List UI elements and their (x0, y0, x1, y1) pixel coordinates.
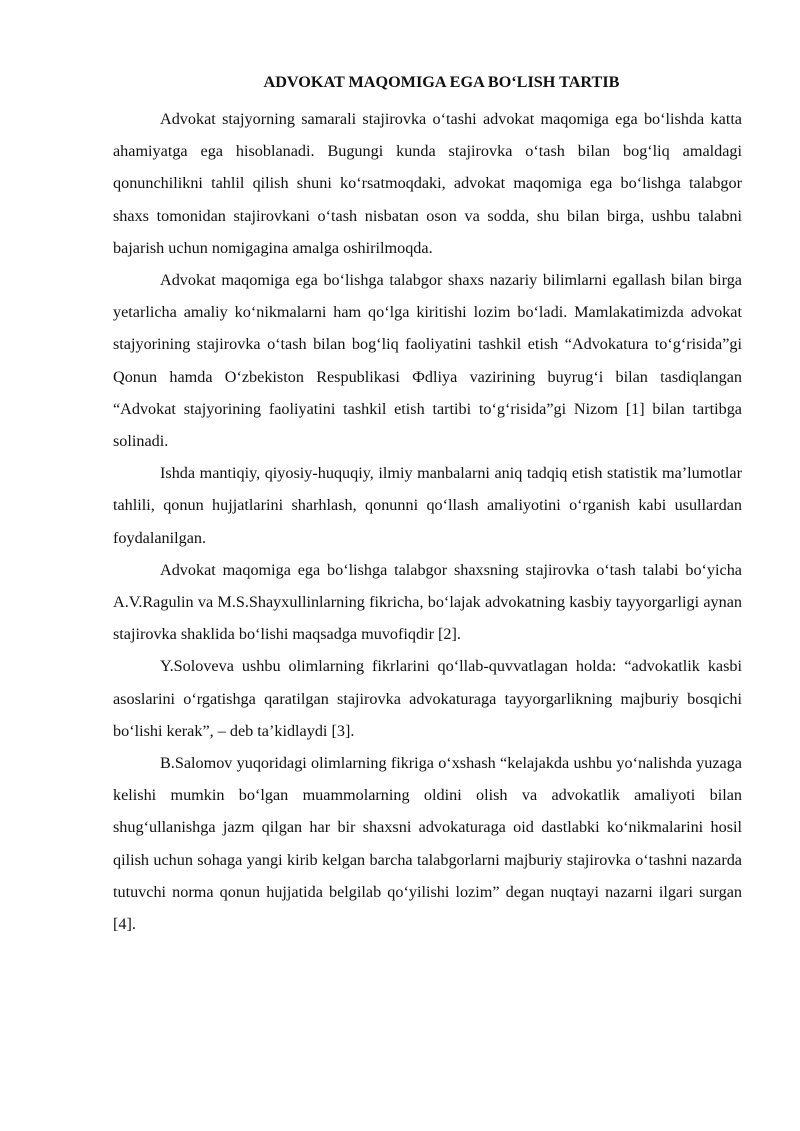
paragraph-5: Y.Soloveva ushbu olimlarning fikrlarini qoʻllab-quvvatlagan holda: “advokatlik kasbi asoslarini oʻrgatishga qaratilgan stajirovka advokaturaga tayyorgarlikning majburiy bosqichi boʻlishi kerak”, – deb taʼkidlaydi [3]. (113, 657, 742, 740)
paragraph-6: B.Salomov yuqoridagi olimlarning fikriga oʻxshash “kelajakda ushbu yoʻnalishda yuzaga kelishi mumkin boʻlgan muammolarning oldini olish va advokatlik amaliyoti bilan shugʻullanishga jazm qilgan har bir shaxsni advokaturaga oid dastlabki koʻnikmalarini hosil qilish uchun sohaga yangi kirib kelgan barcha talabgorlarni majburiy stajirovka oʻtashni nazarda tutuvchi norma qonun hujjatida belgilab qoʻyilishi lozim” degan nuqtayi nazarni ilgari surgan [4]. (113, 754, 742, 934)
paragraph-2: Advokat maqomiga ega boʻlishga talabgor shaxs nazariy bilimlarni egallash bilan birga yetarlicha amaliy koʻnikmalarni ham qoʻlga kiritishi lozim boʻladi. Mamlakatimizda advokat stajyorining stajirovka oʻtash bilan bogʻliq faoliyatini tashkil etish “Advokatura toʻgʻrisida”gi Qonun hamda Oʻzbekiston Respublikasi Фdliya vazirining buyrugʻi bilan tasdiqlangan “Advokat stajyorining faoliyatini tashkil etish tartibi toʻgʻrisida”gi Nizom [1] bilan tartibga solinadi. (113, 271, 742, 451)
document-page (113, 72, 742, 940)
paragraph-1: Advokat stajyorning samarali stajirovka oʻtashi advokat maqomiga ega boʻlishda katta ahamiyatga ega hisoblanadi. Bugungi kunda stajirovka oʻtash bilan bogʻliq amaldagi qonunchilikni tahlil qilish shuni koʻrsatmoqdaki, advokat maqomiga ega boʻlishga talabgor shaxs tomonidan stajirovkani oʻtash nisbatan oson va sodda, shu bilan birga, ushbu talabni bajarish uchun nomigagina amalga oshirilmoqda. (113, 110, 742, 257)
paragraph-3: Ishda mantiqiy, qiyosiy-huquqiy, ilmiy manbalarni aniq tadqiq etish statistik maʼlumotlar tahlili, qonun hujjatlarini sharhlash, qonunni qoʻllash amaliyotini oʻrganish kabi usullardan foydalanilgan. (113, 464, 742, 547)
document-title: ADVOKAT MAQOMIGA EGA BOʻLISH TARTIB (263, 73, 620, 91)
paragraph-4: Advokat maqomiga ega boʻlishga talabgor shaxsning stajirovka oʻtash talabi boʻyicha A.V.Ragulin va M.S.Shayxullinlarning fikricha, boʻlajak advokatning kasbiy tayyorgarligi aynan stajirovka shaklida boʻlishi maqsadga muvofiqdir [2]. (113, 560, 742, 644)
